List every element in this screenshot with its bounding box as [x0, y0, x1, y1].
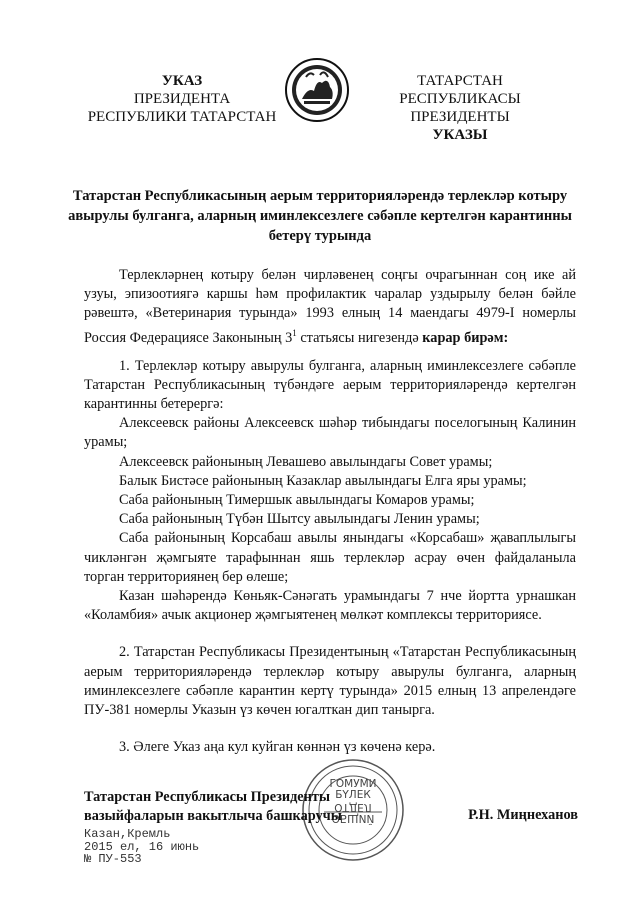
- signature-position: [84, 788, 384, 826]
- registration-block: [84, 828, 284, 866]
- signature-position-line2: вазыйфаларын вакытлыча башкаручы: [84, 808, 342, 824]
- preamble-paragraph: [84, 266, 576, 348]
- signature-position-line1: Татарстан Республикасы Президенты: [84, 789, 331, 805]
- place-item: Алексеевск районының Левашево авылындагы Совет урамы;: [119, 453, 493, 470]
- place-item: Казан шәһәрендә Көньяк-Сәнәгать урамындагы 7 нче йортта урнашкан «Коламбия» ачык акционер җәмгыятенең мөлкәт комплексы территориясе.: [84, 588, 576, 624]
- header-left: [82, 72, 282, 126]
- republic-label-ru: РЕСПУБЛИКИ ТАТАРСТАН: [87, 109, 277, 125]
- stamp-line: БҮЛЕК: [335, 789, 371, 801]
- president-label-tt: ПРЕЗИДЕНТЫ: [410, 109, 510, 125]
- item-3: 3. Әлеге Указ аңа кул куйган көннән үз көченә керә.: [119, 739, 436, 756]
- decree-label-tt: УКАЗЫ: [432, 127, 488, 143]
- place-item: Саба районының Түбән Шытсу авылындагы Ленин урамы;: [119, 511, 480, 528]
- republic-label-tt: ТАТАРСТАН РЕСПУБЛИКАСЫ: [399, 73, 521, 107]
- registration-place: Казан,Кремль: [84, 827, 171, 841]
- document-title: Татарстан Республикасының аерым территорияләрендә терлекләр котыру авырулы булганга, аларның иминлексезлеге сәбәпле кертелгән карантинны бетерү турында: [68, 188, 572, 244]
- place-item: Балык Бистәсе районының Казаклар авылындагы Елга яры урамы;: [119, 472, 527, 489]
- stamp-line: ГОМУМИ: [329, 778, 377, 790]
- stamp-line: ОТДЕЛ: [334, 801, 372, 813]
- preamble-end-text: статьясы нигезендә: [296, 329, 423, 346]
- place-item: Саба районының Тимершык авылындагы Комаров урамы;: [119, 492, 475, 508]
- item-1: 1. Терлекләр котыру авырулы булганга, аларның иминлексезлеге сәбәпле Татарстан Республикасының түбәндәге аерым территорияләрендә кертелгән карантинны бетерергә:: [84, 357, 576, 412]
- president-label-ru: ПРЕЗИДЕНТА: [133, 91, 231, 107]
- item-2: 2. Татарстан Республикасы Президентының «Татарстан Республикасының аерым территорияләрендә терлекләр котыру авырулы булганга, аларның иминлексезлеге сәбәпле карантин кертү турында» 2015 елның 13 апрелендәге ПУ-381 номерлы Указын үз көчен югалткан дип танырга.: [84, 644, 576, 719]
- decree-label-ru: УКАЗ: [161, 73, 203, 89]
- place-item: Алексеевск районы Алексеевск шәһәр тибындагы поселогының Калинин урамы;: [84, 415, 576, 451]
- place-item: Саба районының Корсабаш авылы янындагы «Корсабаш» җаваплылыгы чикләнгән җәмгыяте тарафыннан яшь терлекләр асрау өчен файдаланыла торган территориянең бер өлеше;: [84, 530, 576, 585]
- coat-of-arms-emblem: [284, 57, 350, 123]
- stamp-line: ОБЩИЙ: [331, 812, 375, 824]
- registration-number: № ПУ-553: [84, 852, 142, 866]
- header-right: [355, 72, 565, 144]
- signature-name: Р.Н. Миңнеханов: [468, 807, 578, 823]
- registration-date: 2015 ел, 16 июнь: [84, 839, 200, 854]
- preamble-text: Терлекләрнең котыру белән чирләвенең соңгы очрагыннан соң ике ай узуы, эпизоотиягә каршы һәм профилактик чаралар уздырылу белән бәйле рәвештә, «Ветеринария турында» 1993 елның 14 маендагы 4979-I номерлы Россия Федерациясе Законының 3: [84, 267, 576, 346]
- preamble-bold-text: карар бирәм:: [422, 329, 509, 346]
- preamble-superscript: 1: [292, 327, 297, 338]
- document-body: [84, 266, 576, 757]
